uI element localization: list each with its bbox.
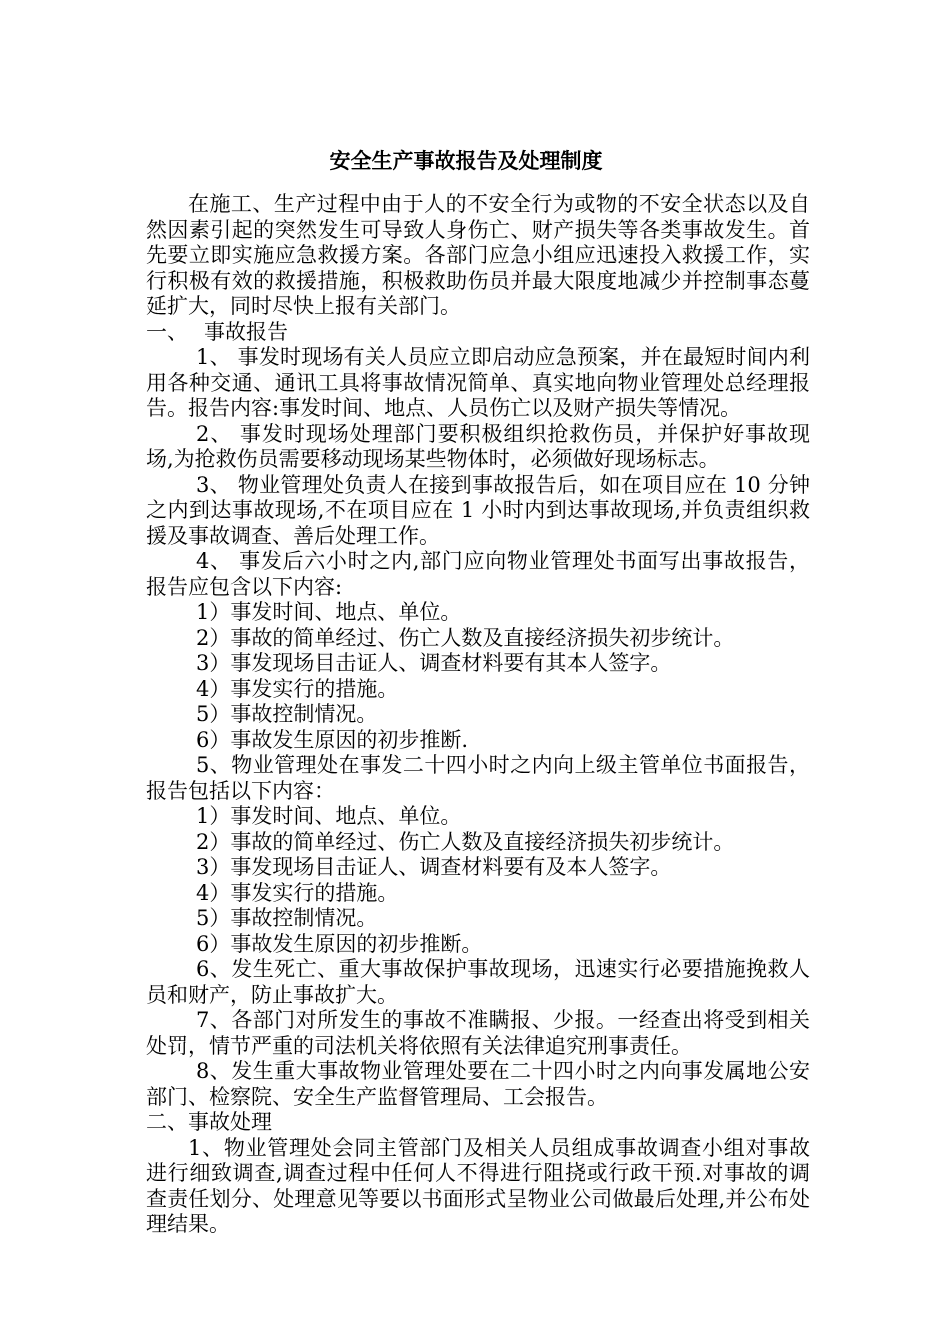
section-1-heading — [146, 320, 810, 346]
item4-list-item: 4）事发实行的措施。 — [196, 676, 399, 701]
report-item-1: 1、 事发时现场有关人员应立即启动应急预案，并在最短时间内利用各种交通、通讯工具将事故情况简单、真实地向物业管理处总经理报告。报告内容:事发时间、地点、人员伤亡以及财产损失等情况。 — [146, 345, 810, 420]
item5-list-item: 2）事故的简单经过、伤亡人数及直接经济损失初步统计。 — [196, 829, 735, 854]
item4-list-item: 3）事发现场目击证人、调查材料要有其本人签字。 — [196, 651, 672, 675]
item4-list-item: 1）事发时间、地点、单位。 — [196, 600, 462, 624]
section-1-number: 一、 — [146, 319, 188, 344]
item5-list-item: 6）事故发生原因的初步推断。 — [196, 931, 483, 956]
intro-paragraph: 在施工、生产过程中由于人的不安全行为或物的不安全状态以及自然因素引起的突然发生可导致人身伤亡、财产损失等各类事故发生。首先要立即实施应急救援方案。各部门应急小组应迅速投入救援工作，实行积极有效的救援措施，积极救助伤员并最大限度地减少并控制事态蔓延扩大，同时尽快上报有关部门。 — [146, 192, 810, 318]
item5-list-item: 3）事发现场目击证人、调查材料要有及本人签字。 — [196, 855, 672, 879]
report-item-8: 8、发生重大事故物业管理处要在二十四小时之内向事发属地公安部门、检察院、安全生产监督管理局、工会报告。 — [146, 1059, 810, 1109]
report-item-2: 2、 事发时现场处理部门要积极组织抢救伤员，并保护好事故现场,为抢救伤员需要移动现场某些物体时，必须做好现场标志。 — [146, 421, 810, 471]
item5-list-item: 5）事故控制情况。 — [196, 906, 378, 930]
report-item-3: 3、 物业管理处负责人在接到事故报告后，如在项目应在 10 分钟之内到达事故现场,不在项目应在 1 小时内到达事故现场,并负责组织救援及事故调查、善后处理工作。 — [146, 472, 810, 548]
document-title: 安全生产事故报告及处理制度 — [329, 149, 603, 173]
report-item-6: 6、发生死亡、重大事故保护事故现场，迅速实行必要措施挽救人员和财产，防止事故扩大。 — [146, 957, 810, 1007]
item5-list-item: 1）事发时间、地点、单位。 — [196, 804, 462, 828]
item4-list-item: 5）事故控制情况。 — [196, 702, 378, 726]
section-2-heading: 二、事故处理 — [146, 1110, 272, 1134]
handling-item-1: 1、物业管理处会同主管部门及相关人员组成事故调查小组对事故进行细致调查,调查过程中任何人不得进行阻挠或行政干预.对事故的调查责任划分、处理意见等要以书面形式呈物业公司做最后处理,并公布处理结果。 — [146, 1135, 810, 1236]
item5-list-item: 4）事发实行的措施。 — [196, 880, 399, 905]
section-1-title: 事故报告 — [204, 319, 288, 344]
report-item-7: 7、各部门对所发生的事故不准瞒报、少报。一经查出将受到相关处罚，情节严重的司法机关将依照有关法律追究刑事责任。 — [146, 1008, 810, 1058]
report-item-5: 5、物业管理处在事发二十四小时之内向上级主管单位书面报告，报告包括以下内容： — [146, 753, 810, 803]
item4-list-item: 6）事故发生原因的初步推断. — [196, 727, 469, 752]
document-page — [146, 0, 810, 1238]
item4-list-item: 2）事故的简单经过、伤亡人数及直接经济损失初步统计。 — [196, 625, 735, 650]
report-item-4: 4、 事发后六小时之内,部门应向物业管理处书面写出事故报告，报告应包含以下内容: — [146, 549, 810, 599]
